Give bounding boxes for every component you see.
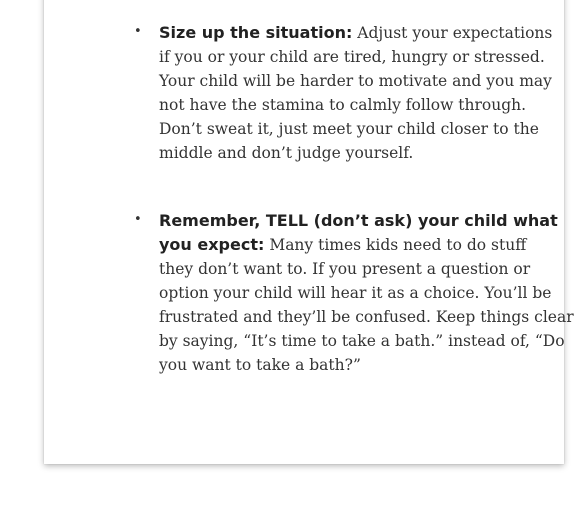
tip-line: Your child will be harder to motivate and you may [159, 72, 552, 90]
tip-paragraph [159, 21, 579, 165]
tip-paragraph [159, 209, 579, 377]
tip-text-fragment: Adjust your expectations [352, 24, 553, 42]
tip-heading: you expect: [159, 235, 265, 254]
tip-line: you want to take a bath?” [159, 356, 361, 374]
tip-line: middle and don’t judge yourself. [159, 144, 414, 162]
tip-line: by saying, “It’s time to take a bath.” instead of, “Do [159, 332, 565, 350]
bullet-marker: • [134, 24, 142, 39]
tip-heading: Remember, TELL (don’t ask) your child what [159, 211, 558, 230]
tip-line: option your child will hear it as a choice. You’ll be [159, 284, 552, 302]
tip-line [159, 233, 579, 257]
tip-line: Don’t sweat it, just meet your child closer to the [159, 120, 539, 138]
tip-line: if you or your child are tired, hungry or stressed. [159, 48, 545, 66]
tip-line [159, 21, 579, 45]
tip-line: they don’t want to. If you present a question or [159, 260, 531, 278]
bullet-marker: • [134, 212, 142, 227]
tip-line: not have the stamina to calmly follow through. [159, 96, 527, 114]
tip-text-fragment: Many times kids need to do stuff [264, 236, 527, 254]
tip-heading: Size up the situation: [159, 23, 353, 42]
tip-line: frustrated and they’ll be confused. Keep things clear [159, 308, 574, 326]
